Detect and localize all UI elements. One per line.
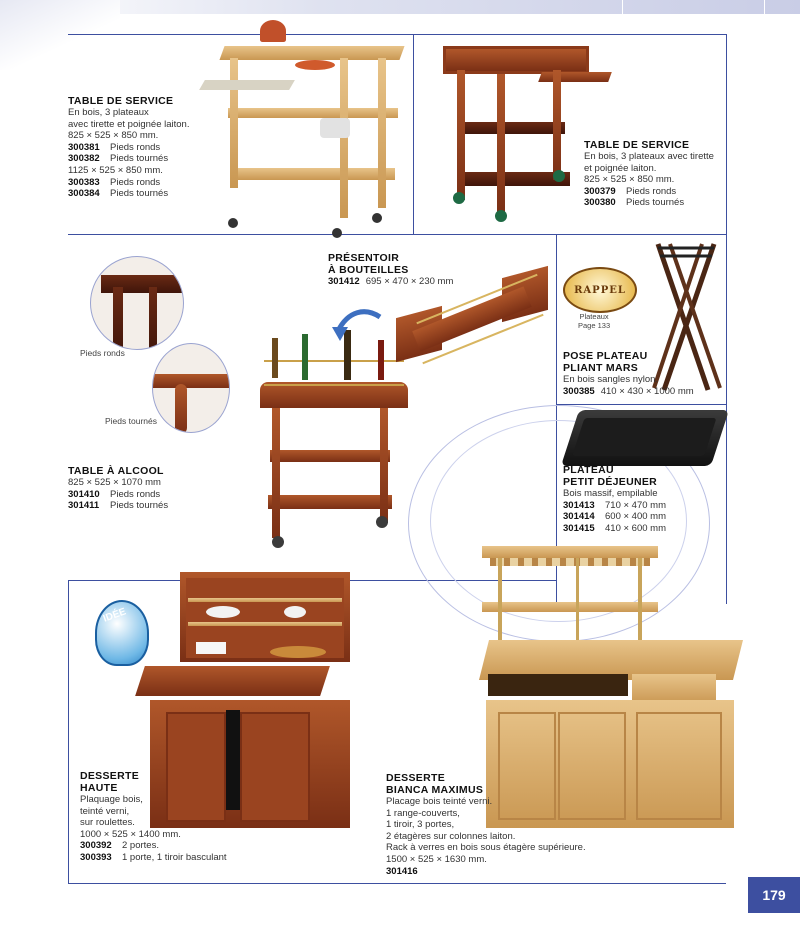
product-ref: 300379 [584,185,616,197]
rappel-badge-text: RAPPEL [574,284,626,296]
product-ref-row [68,153,189,165]
product-ref-row [563,500,666,512]
product-variant: Pieds tournés [626,197,685,209]
product-ref-row [68,500,168,512]
page-number: 179 [748,877,800,913]
product-ref: 301414 [563,511,595,523]
product-ref: 301411 [68,500,100,512]
table-service-2-text [584,139,714,209]
top-band-tab [764,0,800,14]
product-ref: 301416 [386,865,418,877]
product-ref: 300382 [68,153,100,165]
detail-photo-pieds-ronds [90,256,184,350]
product-title: HAUTE [80,782,118,794]
product-ref-row [563,523,666,535]
product-desc: sur roulettes. [80,817,135,829]
product-title: PLIANT MARS [563,362,639,374]
product-dimensions: 825 × 525 × 1070 mm [68,477,161,488]
divider [556,404,727,405]
product-photo-table-service-1 [200,18,410,238]
product-ref: 300393 [80,851,112,863]
product-variant: Pieds tournés [110,500,169,512]
product-ref-row [584,186,714,198]
product-ref-row [68,142,189,154]
divider [68,883,726,884]
rappel-caption [578,312,610,330]
product-variant: 2 portes. [122,840,159,852]
product-title: DESSERTE [80,770,139,782]
product-desc: En bois, 3 plateaux avec tirette [584,151,714,162]
product-ref: 300381 [68,141,100,153]
table-alcool-text [68,465,168,512]
product-desc: 2 étagères sur colonnes laiton. [386,830,516,842]
product-dimensions: 1500 × 525 × 1630 mm. [386,853,487,865]
product-ref: 301413 [563,499,595,511]
product-ref: 301410 [68,488,100,500]
corner-decoration [0,0,120,70]
arrow-icon [330,305,385,345]
product-ref-row [584,197,714,209]
product-variant: Pieds ronds [110,488,161,500]
product-dimensions: 600 × 400 mm [605,511,666,523]
product-ref-row [563,386,694,398]
product-desc: En bois sangles nylon. [563,374,659,385]
caption-pieds-tournes: Pieds tournés [105,416,157,426]
product-photo-presentoir [392,268,552,363]
product-ref-row [80,840,227,852]
product-title: BIANCA MAXIMUS [386,784,484,796]
plateau-dejeuner-text [563,464,666,534]
product-ref: 300392 [80,840,112,852]
detail-photo-pieds-tournes [152,343,230,433]
product-title: PLATEAU [563,464,614,476]
product-ref-row [68,489,168,501]
product-title: TABLE À ALCOOL [68,465,164,477]
product-ref: 301415 [563,522,595,534]
product-dimensions: 825 × 525 × 850 mm. [584,174,675,186]
top-band-tab [622,0,763,14]
product-variant: Pieds tournés [110,153,169,165]
product-dimensions: 410 × 600 mm [605,522,666,534]
product-title: POSE PLATEAU [563,350,648,362]
product-dimensions: 710 × 470 mm [605,499,666,511]
product-ref: 301412 [328,276,360,287]
desserte-haute-text [80,770,227,864]
product-title: TABLE DE SERVICE [68,95,174,107]
product-dimensions: 825 × 525 × 850 mm. [68,130,159,142]
divider [726,34,727,234]
product-ref-row [68,177,189,189]
product-title: À BOUTEILLES [328,264,409,276]
product-desc: 1 range-couverts, [386,807,460,819]
product-desc: En bois, 3 plateaux [68,107,149,118]
product-ref-row [80,852,227,864]
product-variant: Pieds tournés [110,188,169,200]
product-ref: 300385 [563,385,595,397]
product-desc: 1 tiroir, 3 portes, [386,819,455,831]
product-ref-row [563,511,666,523]
product-desc: avec tirette et poignée laiton. [68,118,190,130]
product-ref: 300383 [68,176,100,188]
product-dimensions: 1000 × 525 × 1400 mm. [80,828,181,840]
pose-plateau-text [563,350,694,397]
desserte-bianca-text [386,772,586,877]
product-variant: Pieds ronds [626,185,677,197]
divider [413,34,414,234]
rappel-badge [563,267,637,313]
product-photo-table-alcool [250,320,410,560]
product-dimensions: 695 × 470 × 230 mm [365,276,454,287]
product-title: PETIT DÉJEUNER [563,476,658,488]
rappel-line: Page 133 [578,321,611,330]
idee-badge-text: IDÉE [101,606,128,625]
rappel-line: Plateaux [579,312,609,321]
product-variant: Pieds ronds [110,176,161,188]
product-desc: Plaquage bois, [80,794,143,805]
product-dimensions: 410 × 430 × 1000 mm [600,385,694,397]
product-desc: Placage bois teinté verni. [386,796,493,807]
product-title: PRÉSENTOIR [328,252,400,264]
product-ref: 300384 [68,188,100,200]
product-desc: Bois massif, empilable [563,488,658,499]
table-service-1-text [68,95,189,200]
product-photo-plateau [561,410,729,466]
product-desc: teinté verni, [80,805,130,817]
product-desc: Rack à verres en bois sous étagère supérieure. [386,842,586,854]
product-dimensions: 1125 × 525 × 850 mm. [68,164,163,176]
top-band [0,0,800,14]
caption-pieds-ronds: Pieds ronds [80,348,125,358]
product-title: DESSERTE [386,772,445,784]
product-ref-row [68,188,189,200]
product-title: TABLE DE SERVICE [584,139,690,151]
product-variant: Pieds ronds [110,141,161,153]
product-ref: 300380 [584,197,616,209]
product-variant: 1 porte, 1 tiroir basculant [122,851,227,863]
product-desc: et poignée laiton. [584,162,657,174]
divider [68,580,69,883]
